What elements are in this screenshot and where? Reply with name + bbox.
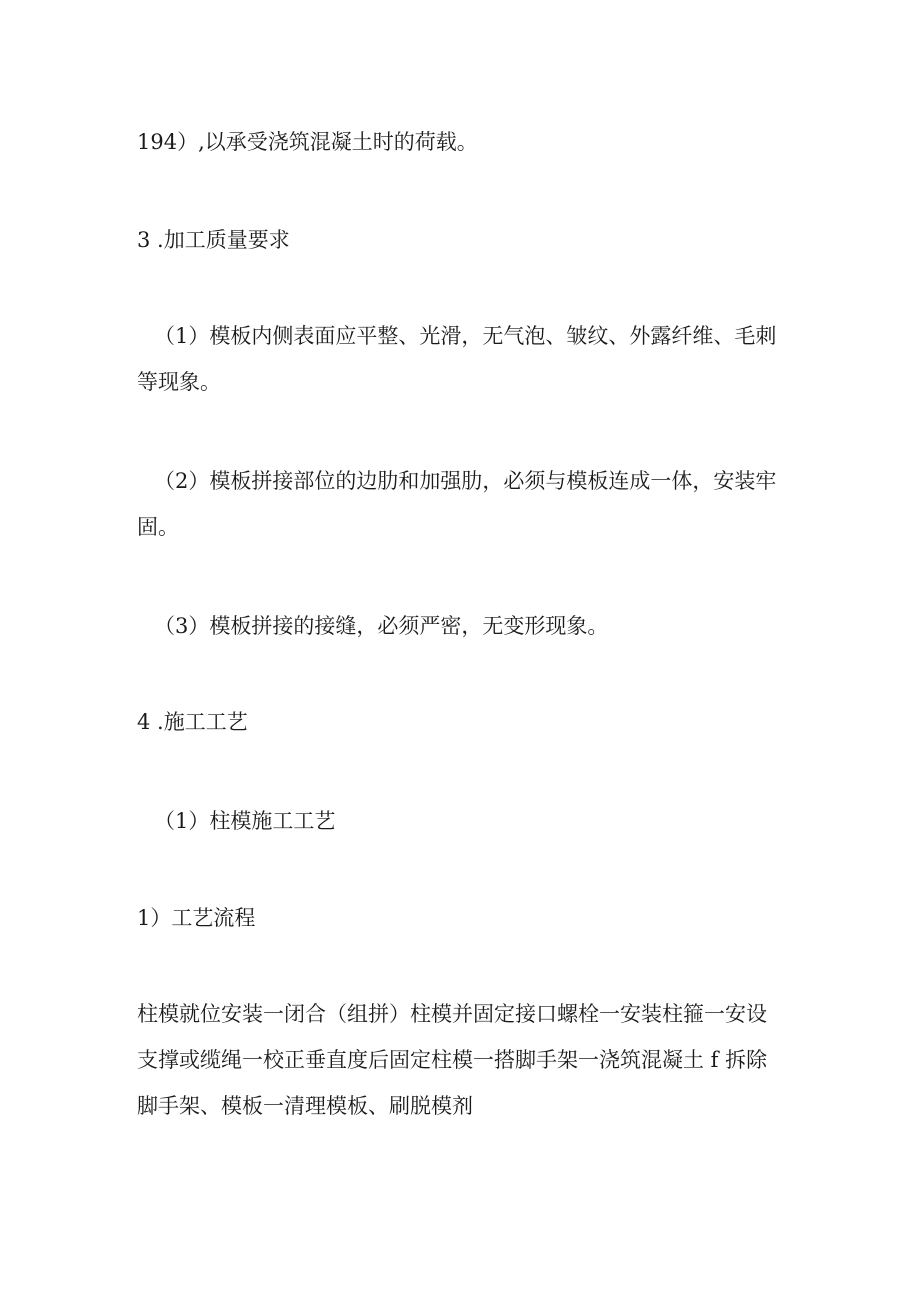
paragraph-process-flow: 柱模就位安装一闭合（组拼）柱模并固定接口螺栓一安装柱箍一安设支撑或缆绳一校正垂直度后固定柱模一搭脚手架一浇筑混凝土 f 拆除脚手架、模板一清理模板、刷脱模剂 (137, 1002, 768, 1118)
section-heading-4: 4 .施工工艺 (137, 710, 248, 734)
section-heading-3: 3 .加工质量要求 (137, 228, 290, 252)
paragraph-item-3-1: （1）模板内侧表面应平整、光滑，无气泡、皱纹、外露纤维、毛刺等现象。 (137, 324, 777, 394)
subsection-heading-process-flow: 1）工艺流程 (137, 906, 256, 930)
paragraph-194-load: 194）,以承受浇筑混凝土时的荷载。 (137, 130, 478, 154)
paragraph-item-3-3: （3）模板拼接的接缝，必须严密，无变形现象。 (154, 614, 609, 638)
subsection-heading-4-1: （1）柱模施工工艺 (154, 809, 336, 833)
paragraph-item-3-2: （2）模板拼接部位的边肋和加强肋，必须与模板连成一体，安装牢固。 (137, 469, 777, 539)
